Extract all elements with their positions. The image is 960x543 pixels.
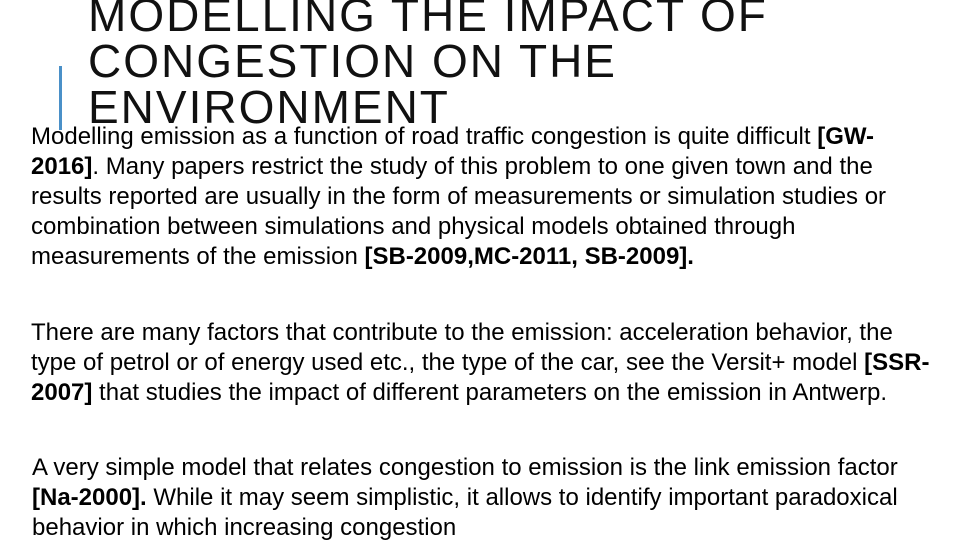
paragraph-congestion-difficulty xyxy=(31,122,941,272)
paragraph-text: A very simple model that relates congestion to emission is the link emission factor xyxy=(32,454,898,481)
citation-sb-mc: [SB-2009,MC-2011, SB-2009]. xyxy=(364,243,694,270)
paragraph-text: that studies the impact of different parameters on the emission in Antwerp. xyxy=(92,379,888,406)
paragraph-link-emission-model xyxy=(32,453,942,543)
paragraph-emission-factors xyxy=(31,318,941,408)
paragraph-text: While it may seem simplistic, it allows to identify important paradoxical behavior in which increasing congestion xyxy=(32,484,898,541)
paragraph-text: . Many papers restrict the study of this problem to one given town and the results reported are usually in the form of measurements or simulation studies or combination between simulations and physical models obtained through measurements of the emission xyxy=(31,153,887,270)
slide-title: MODELLING THE IMPACT OF CONGESTION ON THE ENVIRONMENT xyxy=(88,0,768,133)
paragraph-text: Modelling emission as a function of road traffic congestion is quite difficult xyxy=(31,123,818,150)
citation-gw-2016: [GW-2016] xyxy=(31,123,875,180)
title-accent-bar xyxy=(59,66,62,130)
citation-ssr-2007: [SSR-2007] xyxy=(31,349,930,406)
citation-na-2000: [Na-2000]. xyxy=(32,484,147,511)
paragraph-text: There are many factors that contribute to the emission: acceleration behavior, the type of petrol or of energy used etc., the type of the car, see the Versit+ model xyxy=(31,319,893,376)
